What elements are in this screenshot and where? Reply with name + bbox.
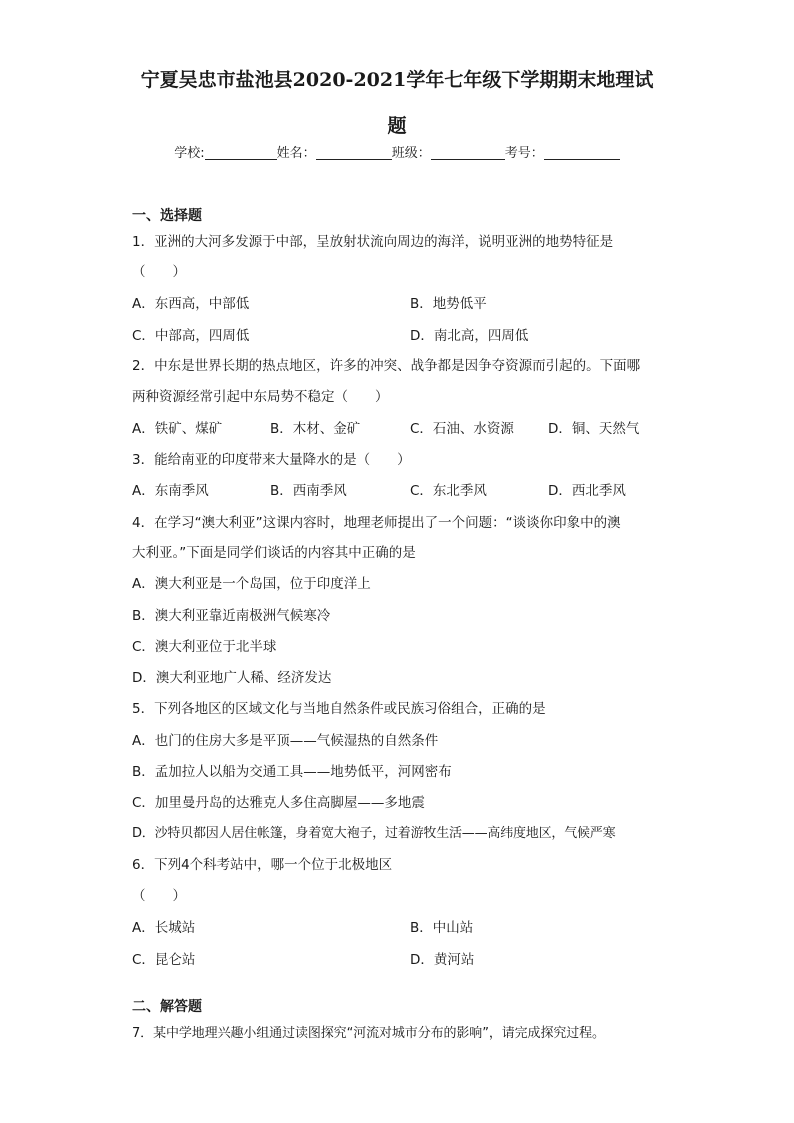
q4-option-b: B．澳大利亚靠近南极洲气候寒冷 xyxy=(132,608,331,624)
q2-option-c: C．石油、水资源 xyxy=(410,421,514,437)
q2-stem-line1: 2．中东是世界长期的热点地区，许多的冲突、战争都是因争夺资源而引起的。下面哪 xyxy=(132,358,641,374)
q6-option-b: B．中山站 xyxy=(410,920,474,936)
name-label: 姓名： xyxy=(276,146,316,161)
school-blank[interactable] xyxy=(205,145,277,160)
q5-stem-line1: 5．下列各地区的区域文化与当地自然条件或民族习俗组合，正确的是 xyxy=(132,701,546,717)
student-info-row xyxy=(0,144,794,164)
q1-stem-line1: 1．亚洲的大河多发源于中部，呈放射状流向周边的海洋，说明亚洲的地势特征是 xyxy=(132,234,614,250)
class-label: 班级： xyxy=(391,146,431,161)
q1-option-d: D．南北高，四周低 xyxy=(410,328,529,344)
q4-stem-line2: 大利亚。”下面是同学们谈话的内容其中正确的是 xyxy=(132,545,416,561)
q1-option-a: A．东西高，中部低 xyxy=(132,296,250,312)
q2-option-d: D．铜、天然气 xyxy=(548,421,640,437)
q2-stem-line2: 两种资源经常引起中东局势不稳定（ ） xyxy=(132,389,389,405)
section-answer-title: 二、解答题 xyxy=(132,999,202,1015)
q4-stem-line1: 4．在学习“澳大利亚”这课内容时，地理老师提出了一个问题：“谈谈你印象中的澳 xyxy=(132,515,621,531)
q6-option-d: D．黄河站 xyxy=(410,952,475,968)
q2-option-a: A．铁矿、煤矿 xyxy=(132,421,223,437)
q1-option-b: B．地势低平 xyxy=(410,296,487,312)
q3-stem-line1: 3．能给南亚的印度带来大量降水的是（ ） xyxy=(132,452,411,468)
section-choice-title: 一、选择题 xyxy=(132,208,202,224)
exam-no-label: 考号： xyxy=(504,146,544,161)
q6-stem-line1: 6．下列4个科考站中，哪一个位于北极地区 xyxy=(132,857,393,873)
q3-option-b: B．西南季风 xyxy=(270,483,347,499)
exam-title-line1: 宁夏吴忠市盐池县2020-2021学年七年级下学期期末地理试 xyxy=(140,69,654,91)
q3-option-a: A．东南季风 xyxy=(132,483,209,499)
q4-option-a: A．澳大利亚是一个岛国，位于印度洋上 xyxy=(132,576,371,592)
q6-option-c: C．昆仑站 xyxy=(132,952,196,968)
exam-no-blank[interactable] xyxy=(544,145,620,160)
q5-option-c: C．加里曼丹岛的达雅克人多住高脚屋——多地震 xyxy=(132,795,425,811)
school-label: 学校: xyxy=(174,146,205,161)
q6-stem-line2: （ ） xyxy=(132,888,186,904)
q5-option-a: A．也门的住房大多是平顶——气候湿热的自然条件 xyxy=(132,733,439,749)
q5-option-b: B．孟加拉人以船为交通工具——地势低平，河网密布 xyxy=(132,764,452,780)
q1-option-c: C．中部高，四周低 xyxy=(132,328,250,344)
q6-option-a: A．长城站 xyxy=(132,920,196,936)
name-blank[interactable] xyxy=(316,145,392,160)
q3-option-c: C．东北季风 xyxy=(410,483,487,499)
q5-option-d: D．沙特贝都因人居住帐篷，身着宽大袍子，过着游牧生活——高纬度地区，气候严寒 xyxy=(132,826,616,841)
q4-option-d: D．澳大利亚地广人稀、经济发达 xyxy=(132,670,332,686)
exam-title-line2: 题 xyxy=(387,115,407,137)
q3-option-d: D．西北季风 xyxy=(548,483,626,499)
q7-stem-line1: 7．某中学地理兴趣小组通过读图探究“河流对城市分布的影响”，请完成探究过程。 xyxy=(132,1026,605,1041)
q2-option-b: B．木材、金矿 xyxy=(270,421,361,437)
q1-stem-line2: （ ） xyxy=(132,264,186,280)
q4-option-c: C．澳大利亚位于北半球 xyxy=(132,639,277,655)
class-blank[interactable] xyxy=(431,145,505,160)
